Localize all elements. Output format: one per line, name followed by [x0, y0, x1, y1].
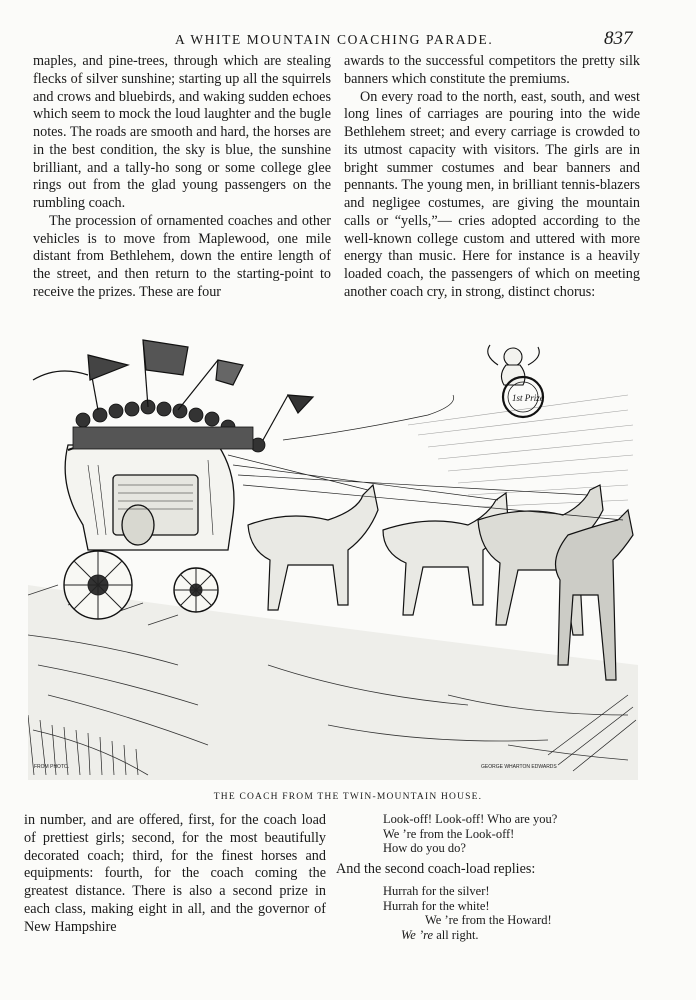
page-header: [0, 28, 696, 54]
paragraph: in number, and are offered, first, for the coach load of prettiest girls; second, for the most beautifully decorated coach; third, for the finest horses and equipments: fourth, for the coach coming the greatest distance. There is also a second prize in each class, making eight in all, and the governor of New Hampshire: [24, 812, 326, 935]
prize-wreath-text: 1st Prize: [512, 393, 544, 403]
paragraph: On every road to the north, east, south, and west long lines of carriages are pouring into the wide Bethlehem street; and every carriage is crowded to its utmost capacity with visitors. The girls are in bright summer costumes and bear banners and pennants. The young men, in brilliant tennis-blazers and negligee costumes, are giving the mountain calls or “yells,”— cries adopted according to the well-known college custom and uttered with more energy than music. Here for instance is a heavily loaded coach, the passengers of which on meeting another coach cry, in strong, distinct chorus:: [344, 88, 640, 300]
verse-lookoff: [383, 812, 656, 856]
paragraph: maples, and pine-trees, through which are stealing flecks of silver sunshine; starting up all the squirrels and crows and bluebirds, and waking sudden echoes which seem to mock the loud laughter and the bugle notes. The roads are smooth and hard, the horses are in the best condition, the sky is blue, the sunshine brilliant, and a tally-ho song or some college glee rings out from the glad young passengers on the rumbling coach.: [33, 53, 331, 211]
paragraph: awards to the successful competitors the pretty silk banners which constitute the premiums.: [344, 53, 640, 87]
verse-line-rest: all right.: [433, 927, 479, 942]
signature-left: FROM PHOTO.: [34, 764, 70, 770]
replies-line: And the second coach-load replies:: [336, 860, 536, 877]
coach-illustration: [28, 335, 638, 780]
verse-line: Hurrah for the white!: [383, 898, 490, 913]
verse-line: We ’re from the Look-off!: [383, 826, 515, 841]
illustration-caption: THE COACH FROM THE TWIN-MOUNTAIN HOUSE.: [213, 792, 483, 802]
coach-engraving: [28, 335, 638, 780]
paragraph: The procession of ornamented coaches and other vehicles is to move from Maplewood, one mile distant from Bethlehem, down the entire length of the street, and then return to the starting-point to receive the prizes. These are four: [33, 212, 331, 300]
verse-italic-word: We ’re: [401, 927, 434, 942]
verse-line: How do you do?: [383, 841, 466, 855]
verse-line: [383, 928, 656, 943]
verse-line: We ’re from the Howard!: [425, 913, 552, 928]
left-column-bottom: [24, 812, 326, 936]
verse-line: Look-off! Look-off! Who are you?: [383, 812, 558, 826]
running-title: A WHITE MOUNTAIN COACHING PARADE.: [175, 32, 494, 47]
right-column-top: [344, 53, 640, 302]
right-column-bottom: [336, 812, 656, 942]
left-column-top: [33, 53, 331, 302]
verse-howard: [383, 884, 656, 942]
signature-right: GEORGE WHARTON EDWARDS: [481, 764, 557, 770]
page-number: 837: [604, 28, 633, 49]
verse-line: Hurrah for the silver!: [383, 884, 490, 899]
